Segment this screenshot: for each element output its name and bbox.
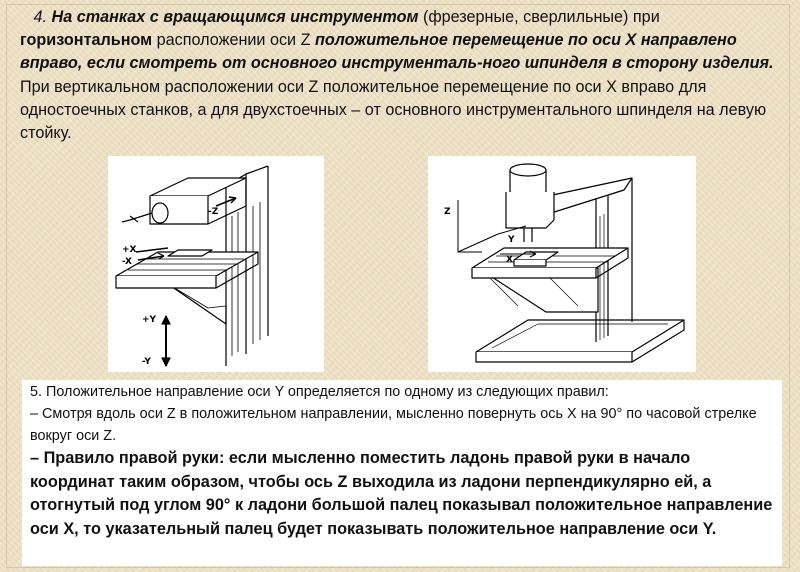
horizontal-milling-machine-figure <box>108 156 324 372</box>
rule-5-item-1: – Смотря вдоль оси Z в положительном направлении, мысленно повернуть ось X на 90° по часовой стрелке вокруг оси Z. <box>30 406 757 444</box>
rule-4-heading: На станках с вращающимся инструментом <box>51 8 419 26</box>
rule-4-text-1: (фрезерные, сверлильные) при <box>418 8 660 26</box>
plus-x-label: +X <box>122 245 137 255</box>
horizontal-milling-machine-drawing <box>108 156 324 372</box>
y-axis-label: Y <box>508 235 515 245</box>
rule-4-text-3: При вертикальном расположении оси Z положительное перемещение по оси X вправо для одностоечных станков, а для двухстоечных – от основного инструментального шпинделя на левую стойку. <box>20 77 767 143</box>
rule-5-box <box>22 380 782 566</box>
minus-x-label: -X <box>122 257 132 267</box>
vertical-milling-machine-figure <box>428 156 696 372</box>
plus-y-label: +Y <box>142 315 157 325</box>
rule-4-emphasis: положительное перемещение по оси X направлено вправо, если смотреть от основного инструменталь-ного шпинделя в сторону изделия. <box>20 31 774 73</box>
rule-4-horizontal: горизонтальном <box>20 31 153 50</box>
x-axis-label: X <box>506 255 513 265</box>
rule-5-intro: 5. Положительное направление оси Y определяется по одному из следующих правил: <box>30 384 609 400</box>
rule-5-item-2: – Правило правой руки: если мысленно поместить ладонь правой руки в начало координат таким образом, чтобы ось Z выходила из ладони перпендикулярно ей, а отогнутый под углом 90° к ладони большой палец показывал положительное направление оси X, то указательный палец будет показывать положительное направление оси Y. <box>30 449 773 538</box>
minus-y-label: -Y <box>142 357 151 367</box>
vertical-milling-machine-drawing <box>428 156 696 372</box>
minus-z-label: -Z <box>208 207 219 217</box>
z-axis-label: Z <box>444 207 451 217</box>
rule-4-paragraph <box>20 6 788 145</box>
rule-4-text-2: расположении оси Z <box>152 31 315 50</box>
rule-4-number: 4. <box>33 8 48 26</box>
